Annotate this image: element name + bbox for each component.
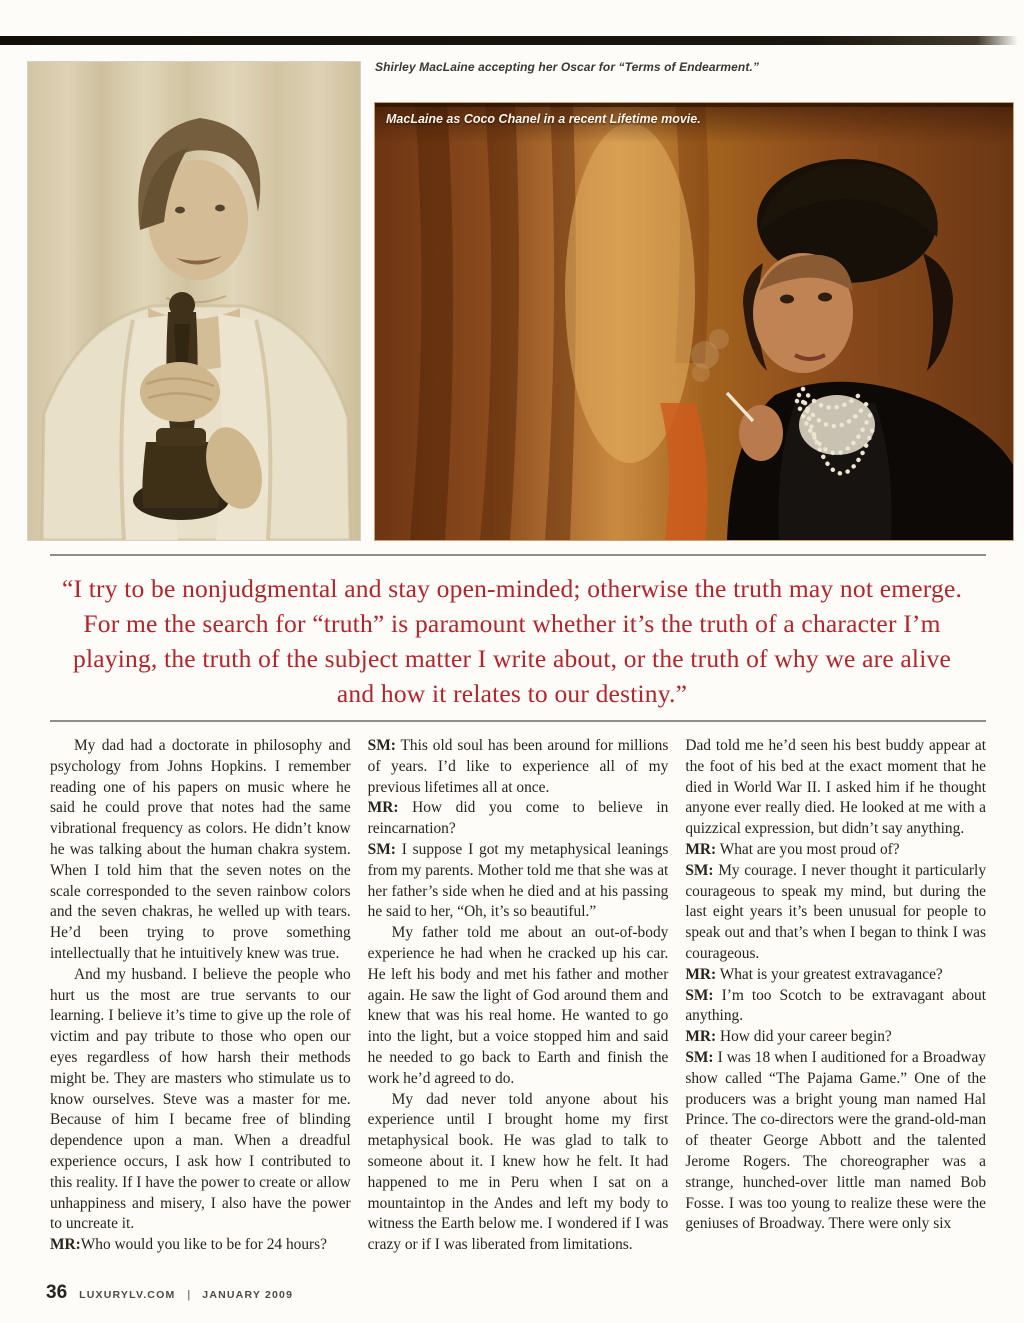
article-paragraph: MR: How did you come to believe in reincarnation? bbox=[367, 799, 669, 838]
article-paragraph: SM: I’m too Scotch to be extravagant about anything. bbox=[685, 986, 987, 1025]
page-number: 36 bbox=[46, 1282, 68, 1303]
article-paragraph: SM: I was 18 when I auditioned for a Broadway show called “The Pajama Game.” One of the producers was a bright young man named Hal Prince. The co-directors were the grand-old-man of theater George Abbott and the talented Jerome Rogers. The choreographer was a strange, hunched-over little man named Bob Fosse. I was too young to realize these were the geniuses of Broadway. There were only six bbox=[685, 1048, 987, 1233]
article-paragraph: Dad told me he’d seen his best buddy appear at the foot of his bed at the exact moment that he died in World War II. I asked him if he thought anyone ever really died. He looked at me with a quizzical expression, but didn’t say anything. bbox=[685, 737, 987, 838]
chanel-photo-caption: MacLaine as Coco Chanel in a recent Lifetime movie. bbox=[386, 112, 701, 126]
speaker-label: SM: bbox=[685, 1048, 714, 1066]
article-paragraph: My dad had a doctorate in philosophy and psychology from Johns Hopkins. I remember reading one of his papers on music where he said he could prove that notes had the same vibrational frequency as colors. He didn’t know he was talking about the human chakra system. When I told him that the seven notes on the scale corresponded to the seven rainbow colors and the seven chakras, he welled up with tears. He’d been trying to prove something intellectually that he intuitively knew was true. bbox=[50, 737, 351, 962]
article-paragraph: My dad never told anyone about his experience until I brought home my first metaphysical book. He was glad to talk to someone about it. I knew how he felt. It had happened to me in Peru when I sat on a mountaintop in the Andes and left my body to witness the Earth below me. I wondered if I was crazy or if I was liberated from limitations. bbox=[367, 1090, 669, 1254]
oscar-photo bbox=[28, 62, 360, 540]
article-column-2 bbox=[368, 736, 669, 1256]
article-paragraph: MR: What are you most proud of? bbox=[685, 840, 900, 858]
article-paragraph: My father told me about an out-of-body experience he had when he cracked up his car. He left his body and met his father and mother again. He saw the light of God around them and knew that was his real home. He wanted to go into the light, but a voice stopped him and said he needed to go back to Earth and finish the work he’d agreed to do. bbox=[367, 924, 669, 1087]
top-divider-bar bbox=[0, 36, 1018, 45]
speaker-label: SM: bbox=[367, 737, 396, 754]
article-paragraph: MR: What is your greatest extravagance? bbox=[685, 965, 943, 983]
article-column-1 bbox=[50, 736, 351, 1256]
oscar-photo-illustration bbox=[28, 62, 360, 540]
divider-rule-top bbox=[50, 554, 986, 556]
speaker-label: SM: bbox=[367, 840, 396, 858]
article-paragraph: SM: My courage. I never thought it particularly courageous to speak my mind, but during the last eight years it’s been unusual for people to speak out and that’s when I began to think I was courageous. bbox=[685, 861, 987, 962]
footer-date: JANUARY 2009 bbox=[202, 1289, 294, 1301]
article-paragraph: SM: This old soul has been around for millions of years. I’d like to experience all of my previous lifetimes all at once. bbox=[367, 737, 669, 796]
oscar-photo-caption: Shirley MacLaine accepting her Oscar for “Terms of Endearment.” bbox=[375, 60, 759, 74]
speaker-label: MR: bbox=[367, 799, 399, 817]
article-paragraph: MR: How did your career begin? bbox=[685, 1028, 892, 1046]
article-paragraph: SM: I suppose I got my metaphysical leanings from my parents. Mother told me that she was at her father’s side when he died and at his passing he said to her, “Oh, it’s so beautiful.” bbox=[367, 840, 669, 921]
pull-quote: “I try to be nonjudgmental and stay open-minded; otherwise the truth may not emerge. For me the search for “truth” is paramount whether it’s the truth of a character I’m playing, the truth of the subject matter I write about, or the truth of why we are alive and how it relates to our destiny.” bbox=[61, 574, 963, 708]
chanel-photo bbox=[375, 103, 1013, 540]
chanel-photo-illustration bbox=[375, 103, 1013, 540]
article-paragraph: And my husband. I believe the people who hurt us the most are true servants to our learning. I believe it’s time to give up the role of victim and pay tribute to those who open our eyes regardless of how harsh their methods might be. They are masters who stimulate us to know ourselves. Steve was a master for me. Because of him I became free of blinding dependence upon a man. When a dreadful experience occurs, I ask how I contributed to this reality. If I have the power to create or allow unhappiness and misery, I also have the power to uncreate it. bbox=[50, 965, 351, 1233]
footer-separator: | bbox=[187, 1289, 191, 1301]
article-column-3 bbox=[685, 736, 986, 1256]
article-body bbox=[50, 736, 986, 1256]
speaker-label: MR: bbox=[685, 840, 717, 858]
page-footer bbox=[46, 1282, 293, 1304]
speaker-label: MR: bbox=[685, 1028, 717, 1046]
speaker-label: MR: bbox=[50, 1236, 81, 1254]
divider-rule-bottom bbox=[50, 720, 986, 722]
footer-site: LUXURYLV.COM bbox=[79, 1289, 176, 1301]
speaker-label: SM: bbox=[685, 986, 714, 1004]
speaker-label: SM: bbox=[685, 861, 714, 879]
speaker-label: MR: bbox=[685, 965, 717, 983]
article-paragraph: MR:Who would you like to be for 24 hours? bbox=[50, 1236, 327, 1254]
